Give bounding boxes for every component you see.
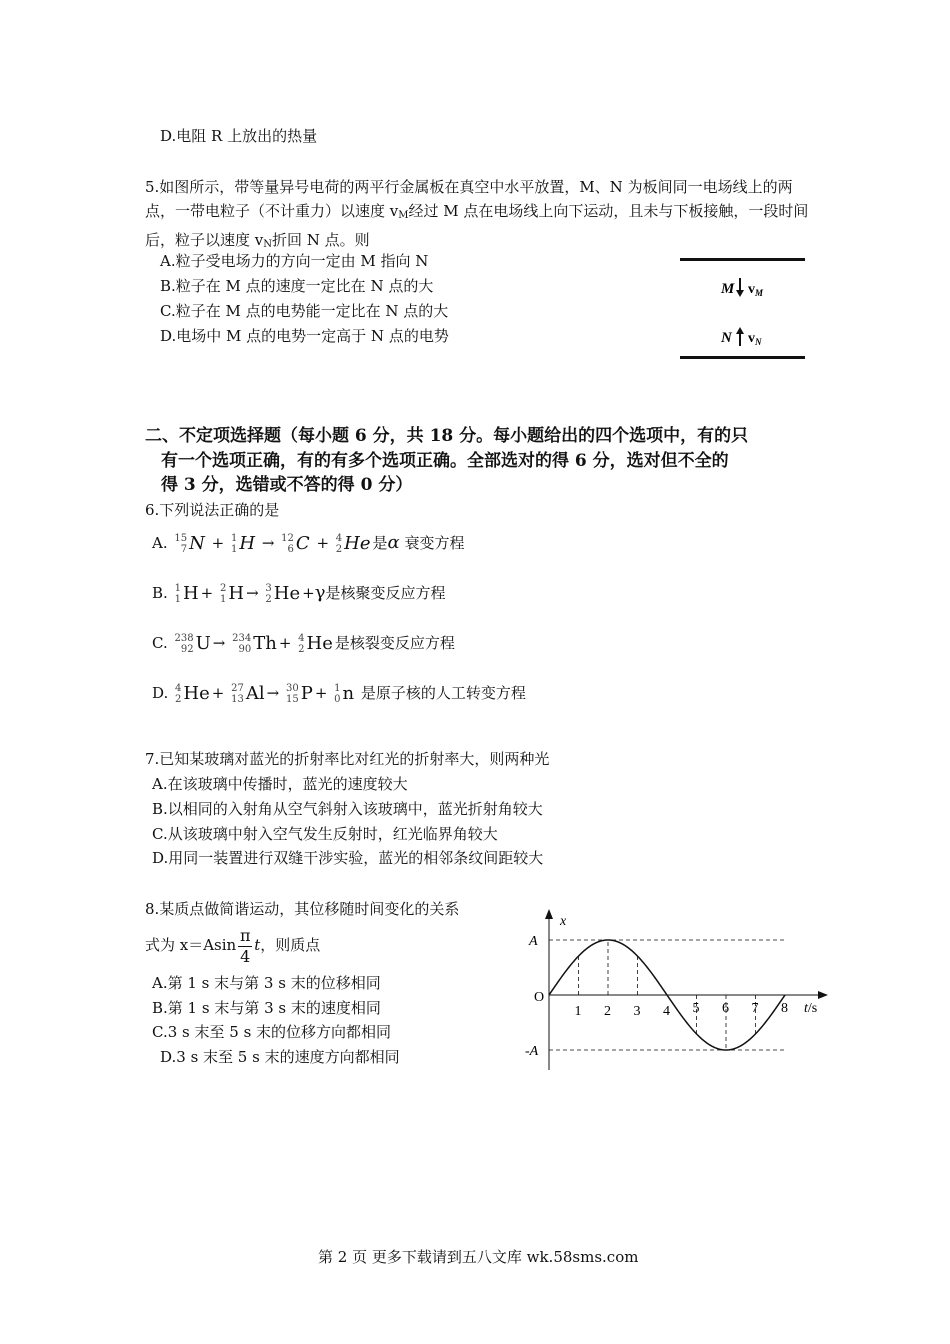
x-axis-label: t/s <box>804 1001 818 1016</box>
q6-option-a: A. 15 7 N + 1 1 H → 12 6 C + 4 2 He 是α 衰变方程 <box>152 532 465 555</box>
lower-plate <box>680 356 805 359</box>
q8-option-b: B.第 1 s 末与第 3 s 末的速度相同 <box>152 999 381 1017</box>
x-tick-label-4: 4 <box>663 1004 670 1019</box>
section2-title-line2: 有一个选项正确，有的有多个选项正确。全部选对的得 6 分，选对但不全的 <box>161 451 729 471</box>
velocity-n-label: $v_N$ <box>748 331 762 347</box>
q8-option-a: A.第 1 s 末与第 3 s 末的位移相同 <box>152 974 381 992</box>
y-axis-arrow-icon <box>545 909 553 919</box>
x-tick-label-2: 2 <box>604 1004 611 1019</box>
q5-option-a: A.粒子受电场力的方向一定由 M 指向 N <box>160 252 429 270</box>
x-axis-arrow-icon <box>818 991 828 999</box>
section2-title-line1: 二、不定项选择题（每小题 6 分，共 18 分。每小题给出的四个选项中，有的只 <box>145 426 749 446</box>
q7-stem: 7.已知某玻璃对蓝光的折射率比对红光的折射率大，则两种光 <box>145 750 550 768</box>
q6-option-c: C. 238 92 U → 234 90 Th + 4 2 He 是核裂变反应方程 <box>152 633 455 655</box>
velocity-m-label: $v_M$ <box>748 282 764 298</box>
arrow-up-icon <box>736 327 744 334</box>
q8-option-d: D.3 s 末至 5 s 末的速度方向都相同 <box>160 1048 400 1066</box>
x-tick-label-6: 6 <box>722 1001 729 1016</box>
q6-stem: 6.下列说法正确的是 <box>145 501 280 519</box>
q5-stem: 5.如图所示，带等量异号电荷的两平行金属板在真空中水平放置，M、N 为板间同一电场线上的两点，一带电粒子（不计重力）以速度 $v_M$经过 M 点在电场线上向下运动，且未与下板接触，一段时间后，粒子以速度 $v_N$折回 N 点。则 <box>145 178 809 250</box>
x-tick-label-5: 5 <box>692 1001 700 1016</box>
upper-plate <box>680 258 805 261</box>
arrow-down-icon <box>736 290 744 297</box>
x-tick-label-3: 3 <box>633 1004 641 1019</box>
q7-option-c: C.从该玻璃中射入空气发生反射时，红光临界角较大 <box>152 825 498 843</box>
y-axis-label: x <box>560 914 567 929</box>
q4-option-d: D.电阻 R 上放出的热量 <box>160 127 318 145</box>
q6-option-b: B. 1 1 H + 2 1 H → 3 2 He +γ是核聚变反应方程 <box>152 582 446 605</box>
plates-figure <box>675 250 810 365</box>
point-m-label: M <box>721 281 735 297</box>
page-footer: 第 2 页 更多下载请到五八文库 wk.58sms.com <box>318 1248 639 1266</box>
pi-over-4-fraction: $\frac{\pi}{4}$ <box>239 925 251 966</box>
q7-option-a: A.在该玻璃中传播时，蓝光的速度较大 <box>152 775 408 793</box>
y-tick-label-minus-A: -A <box>525 1044 539 1059</box>
y-tick-label-A: A <box>529 934 538 949</box>
displacement-time-graph <box>520 905 830 1075</box>
q8-stem-line2: 式为 x＝Asin $\frac{\pi}{4}$ t，则质点 <box>145 925 321 966</box>
q5-option-b: B.粒子在 M 点的速度一定比在 N 点的大 <box>160 277 434 295</box>
x-tick-label-8: 8 <box>781 1001 788 1016</box>
section2-title-line3: 得 3 分，选错或不答的得 0 分） <box>161 475 413 495</box>
q5-option-c: C.粒子在 M 点的电势能一定比在 N 点的大 <box>160 302 449 320</box>
q7-option-d: D.用同一装置进行双缝干涉实验，蓝光的相邻条纹间距较大 <box>152 849 544 867</box>
q7-option-b: B.以相同的入射角从空气斜射入该玻璃中，蓝光折射角较大 <box>152 800 543 818</box>
q5-option-d: D.电场中 M 点的电势一定高于 N 点的电势 <box>160 327 449 345</box>
x-tick-label-1: 1 <box>574 1004 582 1019</box>
q8-option-c: C.3 s 末至 5 s 末的位移方向都相同 <box>152 1023 392 1041</box>
x-tick-label-7: 7 <box>751 1001 759 1016</box>
origin-label: O <box>534 990 545 1005</box>
point-n-label: N <box>721 330 732 346</box>
q8-stem-line1: 8.某质点做简谐运动，其位移随时间变化的关系 <box>145 900 460 918</box>
q6-option-d: D. 4 2 He + 27 13 Al → 30 15 P + 1 0 n 是原子核的人工转变方程 <box>152 683 526 705</box>
